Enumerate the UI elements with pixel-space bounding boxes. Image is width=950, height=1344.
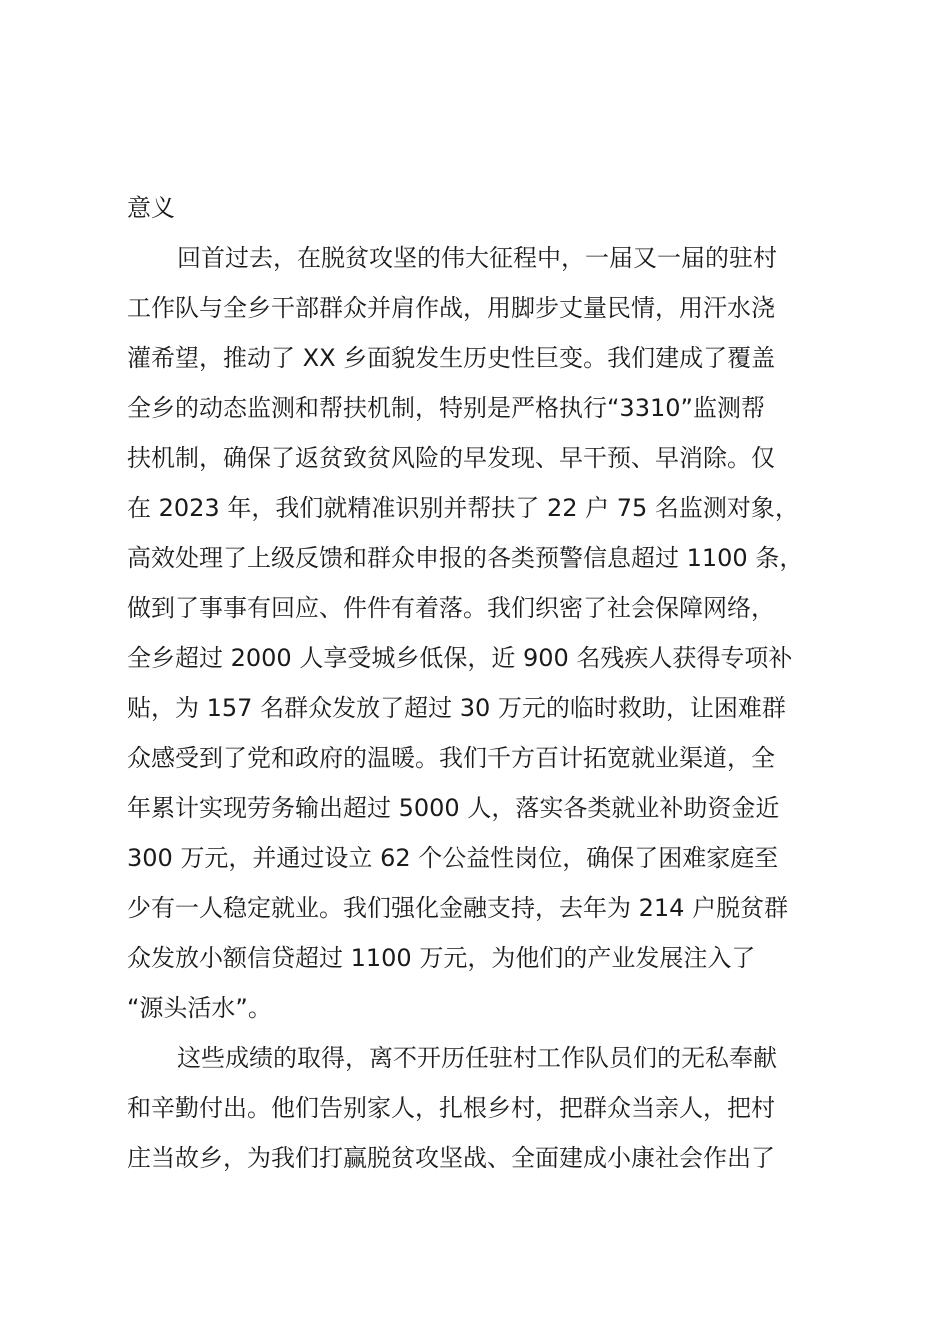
paragraph-first-line: 回首过去，在脱贫攻坚的伟大征程中，一届又一届的驻村 xyxy=(177,244,777,272)
text-line: 庄当故乡，为我们打赢脱贫攻坚战、全面建成小康社会作出了 xyxy=(127,1144,775,1172)
text-line: “源头活水”。 xyxy=(127,994,272,1022)
text-line: 众发放小额信贷超过 1100 万元，为他们的产业发展注入了 xyxy=(127,944,756,972)
text-line: 灌希望，推动了 XX 乡面貌发生历史性巨变。我们建成了覆盖 xyxy=(127,344,776,372)
text-line: 年累计实现劳务输出超过 5000 人，落实各类就业补助资金近 xyxy=(127,794,780,822)
text-line: 意义 xyxy=(127,194,175,222)
text-line: 高效处理了上级反馈和群众申报的各类预警信息超过 1100 条， xyxy=(127,544,804,572)
text-line: 少有一人稳定就业。我们强化金融支持，去年为 214 户脱贫群 xyxy=(127,894,789,922)
text-line: 扶机制，确保了返贫致贫风险的早发现、早干预、早消除。仅 xyxy=(127,444,775,472)
document-body xyxy=(127,183,867,1183)
text-line: 全乡超过 2000 人享受城乡低保，近 900 名残疾人获得专项补 xyxy=(127,644,793,672)
text-line: 做到了事事有回应、件件有着落。我们织密了社会保障网络， xyxy=(127,594,775,622)
text-line: 全乡的动态监测和帮扶机制，特别是严格执行“3310”监测帮 xyxy=(127,394,765,422)
text-line: 众感受到了党和政府的温暖。我们千方百计拓宽就业渠道，全 xyxy=(127,744,775,772)
text-line: 在 2023 年，我们就精准识别并帮扶了 22 户 75 名监测对象， xyxy=(127,494,799,522)
text-line: 和辛勤付出。他们告别家人，扎根乡村，把群众当亲人，把村 xyxy=(127,1094,775,1122)
text-line: 贴，为 157 名群众发放了超过 30 万元的临时救助，让困难群 xyxy=(127,694,786,722)
text-line: 300 万元，并通过设立 62 个公益性岗位，确保了困难家庭至 xyxy=(127,844,779,872)
text-line: 工作队与全乡干部群众并肩作战，用脚步丈量民情，用汗水浇 xyxy=(127,294,775,322)
paragraph-first-line: 这些成绩的取得，离不开历任驻村工作队员们的无私奉献 xyxy=(177,1044,777,1072)
